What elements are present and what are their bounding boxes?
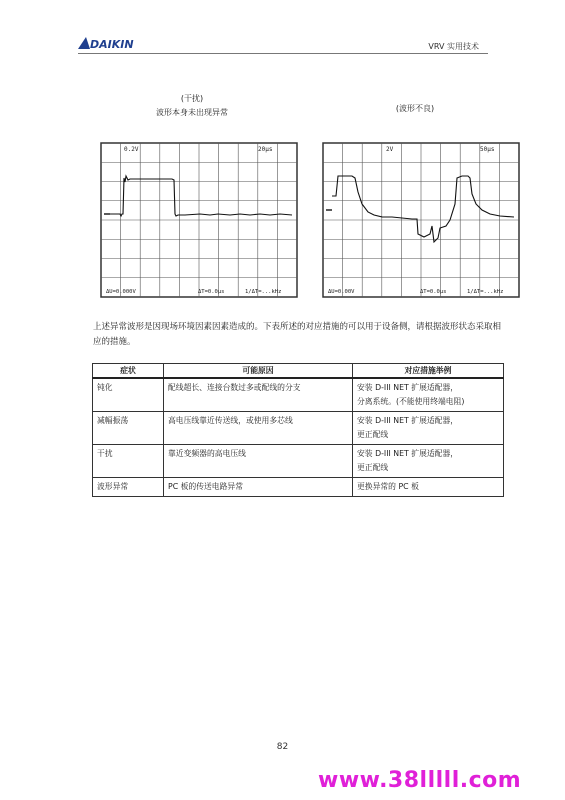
scope1-volt-label: 0.2V <box>124 146 139 153</box>
scope2-readout-right: 1/ΔT=...kHz <box>467 289 504 295</box>
body-paragraph: 上述异常波形是因现场环境因素因素造成的。下表所述的对应措施的可以用于设备侧，请根据波形状态采取相应的措施。 <box>93 322 502 347</box>
cell-symptom: 干扰 <box>93 445 164 478</box>
scope2-volt-label: 2V <box>386 146 394 153</box>
table-header-row <box>93 364 504 379</box>
oscilloscope-screen-2 <box>322 142 520 298</box>
table-row <box>93 378 504 412</box>
header-cause: 可能原因 <box>164 364 353 379</box>
brand-text: DAIKIN <box>90 38 134 51</box>
table-row <box>93 412 504 445</box>
scope1-caption <box>112 92 272 120</box>
scope1-time-label: 20μs <box>258 146 273 153</box>
cell-symptom: 减幅振荡 <box>93 412 164 445</box>
scope2-readout-left: ΔU=0.00V <box>328 289 355 295</box>
cell-measure: 安装 D-III NET 扩展适配器， 更正配线 <box>353 412 504 445</box>
cell-cause: 配线超长、连接台数过多或配线的分支 <box>164 378 353 412</box>
scope1-readout-left: ΔU=0.000V <box>106 289 136 295</box>
cell-measure: 安装 D-III NET 扩展适配器， 更正配线 <box>353 445 504 478</box>
table-row <box>93 445 504 478</box>
cell-measure: 更换异常的 PC 板 <box>353 478 504 497</box>
header-symptom: 症状 <box>93 364 164 379</box>
daikin-logo <box>78 35 148 51</box>
scope1-caption-line2: 波形本身未出现异常 <box>156 108 228 117</box>
scope2-time-label: 50μs <box>480 146 495 153</box>
cell-symptom: 波形异常 <box>93 478 164 497</box>
scope1-readout-right: 1/ΔT=...kHz <box>245 289 282 295</box>
cell-symptom: 钝化 <box>93 378 164 412</box>
scope1-caption-line1: (干扰) <box>180 94 204 103</box>
watermark-url: www.38lllll.com <box>318 768 522 793</box>
header-divider <box>78 53 488 54</box>
scope2-caption <box>345 102 485 116</box>
symptom-table <box>92 363 504 497</box>
oscilloscope-screen-1 <box>100 142 298 298</box>
table-row <box>93 478 504 497</box>
scope1-readout-mid: ΔT=0.0μs <box>198 289 225 295</box>
cell-cause: 高电压线靠近传送线，或使用多芯线 <box>164 412 353 445</box>
cell-measure: 安装 D-III NET 扩展适配器， 分离系统。(不能使用终端电阻) <box>353 378 504 412</box>
scope2-caption-line1: (波形不良) <box>395 104 435 113</box>
cell-cause: PC 板的传送电路异常 <box>164 478 353 497</box>
header-measure: 对应措施举例 <box>353 364 504 379</box>
page-number: 82 <box>276 742 289 752</box>
header-title: VRV 实用技术 <box>428 42 479 51</box>
cell-cause: 靠近变频器的高电压线 <box>164 445 353 478</box>
scope2-readout-mid: ΔT=0.0μs <box>420 289 447 295</box>
